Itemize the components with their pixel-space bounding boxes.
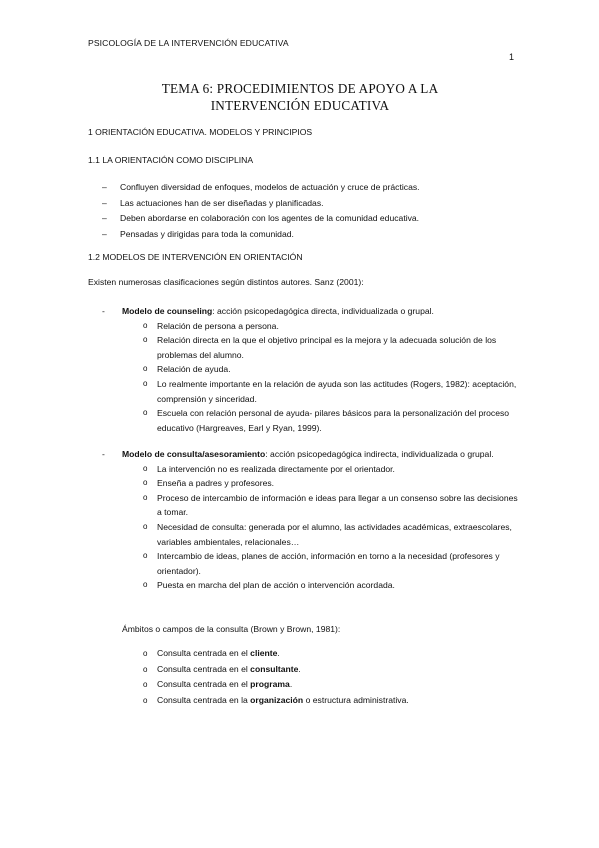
list-item [88, 491, 518, 520]
list-item: – Confluyen diversidad de enfoques, modelos de actuación y cruce de prácticas. [88, 180, 420, 196]
section-1-2-heading: 1.2 MODELOS DE INTERVENCIÓN EN ORIENTACIÓN [88, 252, 303, 262]
model-heading [88, 447, 518, 462]
point-text: Escuela con relación personal de ayuda- pilares básicos para la personalización del proceso educativo (Hargreaves, Earl y Ryan, 1999). [157, 408, 510, 433]
section-1-1-heading: 1.1 LA ORIENTACIÓN COMO DISCIPLINA [88, 155, 254, 165]
point-text: Relación directa en la que el objetivo principal es la mejora y la adecuada solución de los problemas del alumno. [157, 335, 497, 360]
circle-bullet-icon: o [143, 492, 148, 502]
list-item [88, 406, 518, 435]
list-item [88, 462, 518, 477]
point-text: Enseña a padres y profesores. [157, 478, 275, 489]
page-number: 1 [509, 52, 515, 62]
scope-suffix: . [289, 679, 293, 689]
circle-bullet-icon: o [143, 320, 148, 330]
list-item [88, 319, 518, 334]
circle-bullet-icon: o [143, 521, 148, 531]
circle-bullet-icon: o [143, 664, 148, 674]
point-text: Puesta en marcha del plan de acción o intervención acordada. [157, 580, 395, 591]
scope-suffix: o estructura administrativa. [303, 694, 409, 705]
scope-suffix: . [298, 663, 301, 674]
scope-keyword: programa [250, 679, 290, 689]
circle-bullet-icon: o [143, 463, 148, 473]
consultation-model [88, 447, 518, 593]
scope-prefix: Consulta centrada en la [157, 694, 251, 705]
circle-bullet-icon: o [143, 478, 148, 488]
section-1-heading: 1 ORIENTACIÓN EDUCATIVA. MODELOS Y PRINCIPIOS [88, 127, 313, 137]
counseling-points [88, 319, 518, 436]
circle-bullet-icon: o [143, 649, 148, 658]
list-item [88, 693, 518, 709]
list-item [88, 646, 518, 662]
discipline-list [88, 180, 420, 242]
circle-bullet-icon: o [143, 408, 148, 418]
document-title [80, 80, 520, 114]
title-line-2: INTERVENCIÓN EDUCATIVA [210, 98, 390, 113]
circle-bullet-icon: o [143, 580, 148, 590]
circle-bullet-icon: o [143, 378, 148, 388]
list-item [88, 333, 518, 362]
dash-bullet: - [102, 449, 105, 459]
scope-keyword: consultante [250, 663, 299, 674]
circle-bullet-icon: o [143, 680, 148, 689]
point-text: Necesidad de consulta: generada por el alumno, las actividades académicas, extraescolares, variables ambientales, relacionales… [157, 521, 512, 547]
model-name: Modelo de counseling [122, 306, 213, 316]
scope-prefix: Consulta centrada en el [157, 648, 251, 658]
scope-keyword: organización [250, 694, 304, 705]
list-item [88, 677, 518, 693]
scope-prefix: Consulta centrada en el [157, 679, 251, 689]
models-intro: Existen numerosas clasificaciones según distintos autores. Sanz (2001): [88, 277, 364, 287]
scope-prefix: Consulta centrada en el [157, 663, 251, 674]
list-item [88, 362, 518, 377]
circle-bullet-icon: o [143, 695, 148, 705]
list-item: – Las actuaciones han de ser diseñadas y planificadas. [88, 196, 420, 212]
circle-bullet-icon: o [143, 364, 148, 374]
point-text: Lo realmente importante en la relación de ayuda son las actitudes (Rogers, 1982): aceptación, comprensión y sinceridad. [157, 378, 517, 404]
point-text: Intercambio de ideas, planes de acción, información en torno a la necesidad (profesores y orientador). [157, 551, 500, 576]
counseling-model [88, 304, 518, 435]
list-item [88, 549, 518, 578]
list-item [88, 520, 518, 549]
consultation-points [88, 462, 518, 593]
list-item [88, 377, 518, 406]
consultation-scopes-list [88, 646, 518, 708]
dash-bullet: - [102, 306, 105, 316]
model-heading [88, 304, 518, 319]
consultation-scopes-intro: Ámbitos o campos de la consulta (Brown y Brown, 1981): [122, 624, 341, 634]
point-text: Relación de ayuda. [157, 364, 231, 375]
list-item: – Pensadas y dirigidas para toda la comunidad. [88, 227, 420, 243]
list-item [88, 578, 518, 593]
list-item: – Deben abordarse en colaboración con los agentes de la comunidad educativa. [88, 211, 420, 227]
point-text: La intervención no es realizada directamente por el orientador. [157, 463, 395, 474]
model-description: : acción psicopedagógica indirecta, individualizada o grupal. [265, 449, 494, 459]
point-text: Relación de persona a persona. [157, 320, 279, 331]
scope-suffix: . [277, 648, 280, 658]
list-item [88, 662, 518, 678]
running-header: PSICOLOGÍA DE LA INTERVENCIÓN EDUCATIVA [88, 38, 289, 48]
list-item [88, 476, 518, 491]
model-description: : acción psicopedagógica directa, individualizada o grupal. [212, 306, 434, 316]
point-text: Proceso de intercambio de información e ideas para llegar a un consenso sobre las decisiones a tomar. [157, 492, 518, 518]
model-name: Modelo de consulta/asesoramiento [122, 449, 266, 459]
circle-bullet-icon: o [143, 551, 148, 561]
title-line-1: TEMA 6: PROCEDIMIENTOS DE APOYO A LA [161, 81, 439, 96]
circle-bullet-icon: o [143, 335, 148, 345]
scope-keyword: cliente [250, 648, 278, 658]
